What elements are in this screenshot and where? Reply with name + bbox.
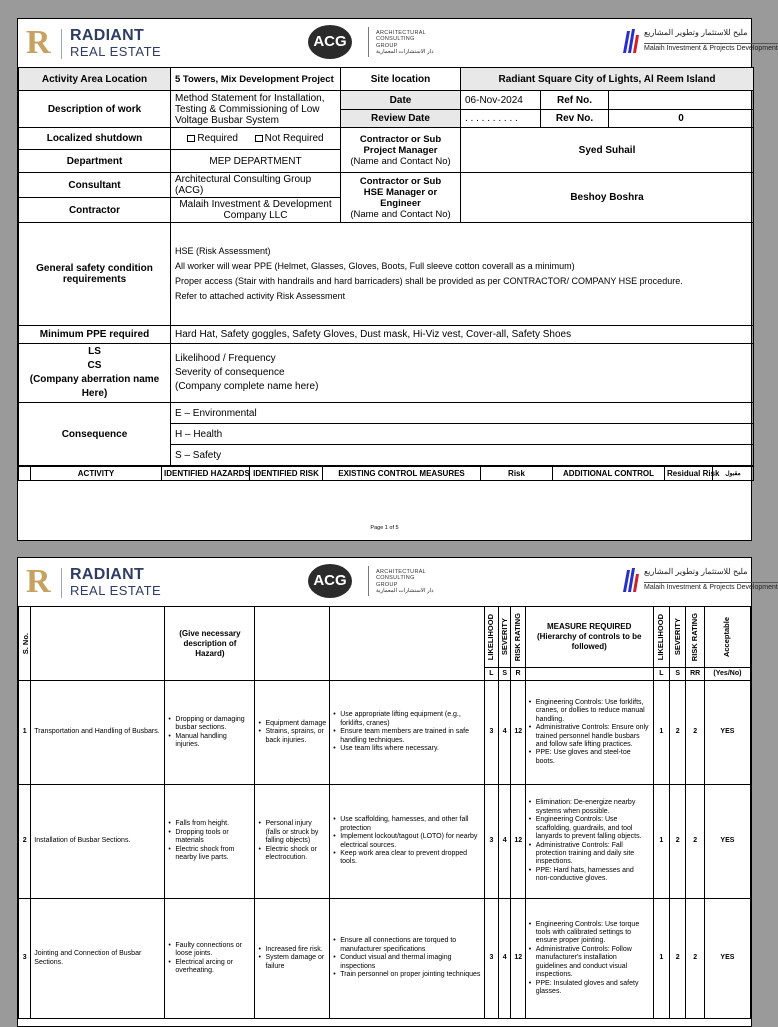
sub-residual-l: L: [653, 668, 669, 681]
description-label: Description of work: [19, 91, 171, 128]
risk-rating-header: RISK RATING: [511, 607, 525, 668]
malaih-arabic-name: مليح للاستثمار وتطوير المشاريع: [644, 567, 748, 576]
acg-logo: ACG: [308, 25, 352, 59]
site-location-value: Radiant Square City of Lights, Al Reem Island: [461, 68, 754, 91]
ppe-value: Hard Hat, Safety goggles, Safety Gloves, Dust mask, Hi-Viz vest, Cover-all, Safety Shoes: [171, 326, 754, 344]
sub-l: L: [484, 668, 498, 681]
page-header: [18, 19, 778, 67]
sub-rr: RR: [686, 668, 704, 681]
radiant-logo-icon: R: [26, 24, 51, 61]
sub-r: R: [511, 668, 525, 681]
document-page-2: [17, 557, 778, 1027]
col-risk: Risk: [481, 467, 553, 481]
residual-severity-header: SEVERITY: [670, 607, 686, 668]
malaih-arabic-name: مليح للاستثمار وتطوير المشاريع: [644, 28, 748, 37]
contractor-pm-value: Syed Suhail: [461, 128, 754, 173]
table-row: 2 Installation of Busbar Sections. • Falls from height. • Dropping tools or materials • Electric shock from nearby live parts. • Personal injury (falls or struck by falling objects) • Electric shock or electrocution. • Use scaffolding, harnesses, and other fall protection • Implement lockout/tagout (LOTO) for nearby electrical sources. • Keep work area clear to prevent dropped tools. 3 4 12 • Elimination: De-energize nearby systems when possible. • Engineering Controls: Use scaffolding, guardrails, and tool lanyards to prevent falling objects. • Administrative Controls: Fall protection training and daily site inspections. • PPE: Hard hats, harnesses and non-conductive gloves. 1 2 2 YES: [19, 785, 751, 899]
sub-residual-s: S: [670, 668, 686, 681]
radiant-subtitle: REAL ESTATE: [70, 44, 162, 59]
measure-header: MEASURE REQUIRED (Hierarchy of controls to be followed): [525, 607, 653, 668]
rev-label: Rev No.: [541, 110, 609, 128]
permit-info-table: [18, 67, 754, 466]
logo-divider: [61, 568, 62, 598]
hse-manager-value: Beshoy Boshra: [461, 173, 754, 223]
site-location-label: Site location: [341, 68, 461, 91]
required-option: Required: [197, 133, 238, 144]
risk-assessment-table: [18, 606, 751, 1019]
activity-header: [31, 607, 165, 681]
malaih-english-name: Malaih Investment & Projects Development: [644, 45, 778, 52]
acg-divider: [368, 566, 369, 596]
acg-logo: ACG: [308, 564, 352, 598]
shutdown-options: [171, 128, 341, 150]
general-safety-requirements: HSE (Risk Assessment) All worker will wear PPE (Helmet, Glasses, Gloves, Boots, Full sleeve cotton coverall as a minimum) Proper access (Stair with handrails and hard barricaders) shall be provided as per CONTRACTOR/ COMPANY HSE procedure. Refer to attached activity Risk Assessment: [171, 223, 754, 326]
ppe-label: Minimum PPE required: [19, 326, 171, 344]
activity-area-label: Activity Area Location: [19, 68, 171, 91]
col-existing-control: EXISTING CONTROL MEASURES: [323, 467, 481, 481]
ls-cs-values: Likelihood / Frequency Severity of consequence (Company complete name here): [171, 344, 754, 403]
hse-manager-label: Contractor or Sub HSE Manager or Engineer (Name and Contact No): [341, 173, 461, 223]
sno-header: S. No.: [19, 607, 31, 681]
ref-label: Ref No.: [541, 91, 609, 110]
control-header: [330, 607, 485, 681]
general-safety-label: General safety condition requirements: [19, 223, 171, 326]
contractor-label: Contractor: [19, 198, 171, 223]
description-value: Method Statement for Installation, Testing & Commissioning of Low Voltage Busbar System: [171, 91, 341, 128]
activity-area-value: 5 Towers, Mix Development Project: [171, 68, 341, 91]
sub-yes-no: (Yes/No): [704, 668, 750, 681]
residual-likelihood-header: LIKELIHOOD: [653, 607, 669, 668]
malaih-english-name: Malaih Investment & Projects Development: [644, 584, 778, 591]
contractor-value: Malaih Investment & Development Company LLC: [171, 198, 341, 223]
col-identified-hazards: IDENTIFIED HAZARDS: [162, 467, 250, 481]
col-activity: ACTIVITY: [31, 467, 162, 481]
ref-value: [609, 91, 754, 110]
department-value: MEP DEPARTMENT: [171, 150, 341, 173]
localized-shutdown-label: Localized shutdown: [19, 128, 171, 150]
acg-logo-text: ARCHITECTURAL CONSULTING GROUP دار الاستشارات المعمارية: [376, 30, 434, 56]
review-date-label: Review Date: [341, 110, 461, 128]
malaih-logo-icon: [621, 566, 639, 592]
risk-header: [255, 607, 330, 681]
contractor-pm-label: Contractor or Sub Project Manager (Name and Contact No): [341, 128, 461, 173]
col-residual-risk: Residual Risk: [665, 467, 713, 481]
not-required-option: Not Required: [264, 133, 324, 144]
table-row: 3 Jointing and Connection of Busbar Sections. • Faulty connections or loose joints. • Electrical arcing or overheating. • Increased fire risk. • System damage or failure • Ensure all connections are torqued to manufacturer specifications • Conduct visual and thermal imaging inspections • Train personnel on proper jointing techniques 3 4 12 • Engineering Controls: Use torque tools with calibrated settings to ensure proper jointing. • Administrative Controls: Follow manufacturer's installation guidelines and conduct visual inspections. • PPE: Insulated gloves and safety glasses. 1 2 2 YES: [19, 899, 751, 1019]
required-checkbox[interactable]: [187, 135, 195, 142]
radiant-name: RADIANT: [70, 27, 145, 44]
date-label: Date: [341, 91, 461, 110]
table-row: 1 Transportation and Handling of Busbars. • Dropping or damaging busbar sections. • Manual handling injuries. • Equipment damage • Strains, sprains, or back injuries. • Use appropriate lifting equipment (e.g., forklifts, cranes) • Ensure team members are trained in safe handling techniques. • Use team lifts where necessary. 3 4 12 • Engineering Controls: Use forklifts, cranes, or dollies to reduce manual handling. • Administrative Controls: Ensure only trained personnel handle busbars and follow safe lifting practices. • PPE: Use gloves and steel-toe boots. 1 2 2 YES: [19, 681, 751, 785]
activity-header-row: [18, 466, 754, 481]
consequence-environmental: E – Environmental: [171, 403, 754, 424]
page-header: [18, 558, 778, 606]
rev-value: 0: [609, 110, 754, 128]
col-identified-risk: IDENTIFIED RISK: [250, 467, 323, 481]
col-acceptable-ar: مقبول: [713, 467, 754, 481]
acg-divider: [368, 27, 369, 57]
consultant-label: Consultant: [19, 173, 171, 198]
date-value: 06-Nov-2024: [461, 91, 541, 110]
activity-spacer: [19, 467, 31, 481]
sub-s: S: [499, 668, 511, 681]
severity-header: SEVERITY: [499, 607, 511, 668]
residual-rating-header: RISK RATING: [686, 607, 704, 668]
ls-cs-label: LS CS (Company aberration name Here): [19, 344, 171, 403]
review-date-value: . . . . . . . . . .: [461, 110, 541, 128]
logo-divider: [61, 29, 62, 59]
radiant-subtitle: REAL ESTATE: [70, 583, 162, 598]
document-page-1: [17, 18, 778, 541]
acceptable-header: Acceptable: [704, 607, 750, 668]
consequence-label: Consequence: [19, 403, 171, 466]
page-number: Page 1 of 5: [370, 525, 399, 531]
department-label: Department: [19, 150, 171, 173]
consequence-safety: S – Safety: [171, 445, 754, 466]
radiant-name: RADIANT: [70, 566, 145, 583]
measure-sub: [525, 668, 653, 681]
likelihood-header: LIKELIHOOD: [484, 607, 498, 668]
consequence-health: H – Health: [171, 424, 754, 445]
not-required-checkbox[interactable]: [255, 135, 263, 142]
col-additional-control: ADDITIONAL CONTROL: [553, 467, 665, 481]
consultant-value: Architectural Consulting Group (ACG): [171, 173, 341, 198]
radiant-logo-icon: R: [26, 563, 51, 600]
hazard-header: (Give necessary description of Hazard): [165, 607, 255, 681]
acg-logo-text: ARCHITECTURAL CONSULTING GROUP دار الاستشارات المعمارية: [376, 569, 434, 595]
malaih-logo-icon: [621, 27, 639, 53]
